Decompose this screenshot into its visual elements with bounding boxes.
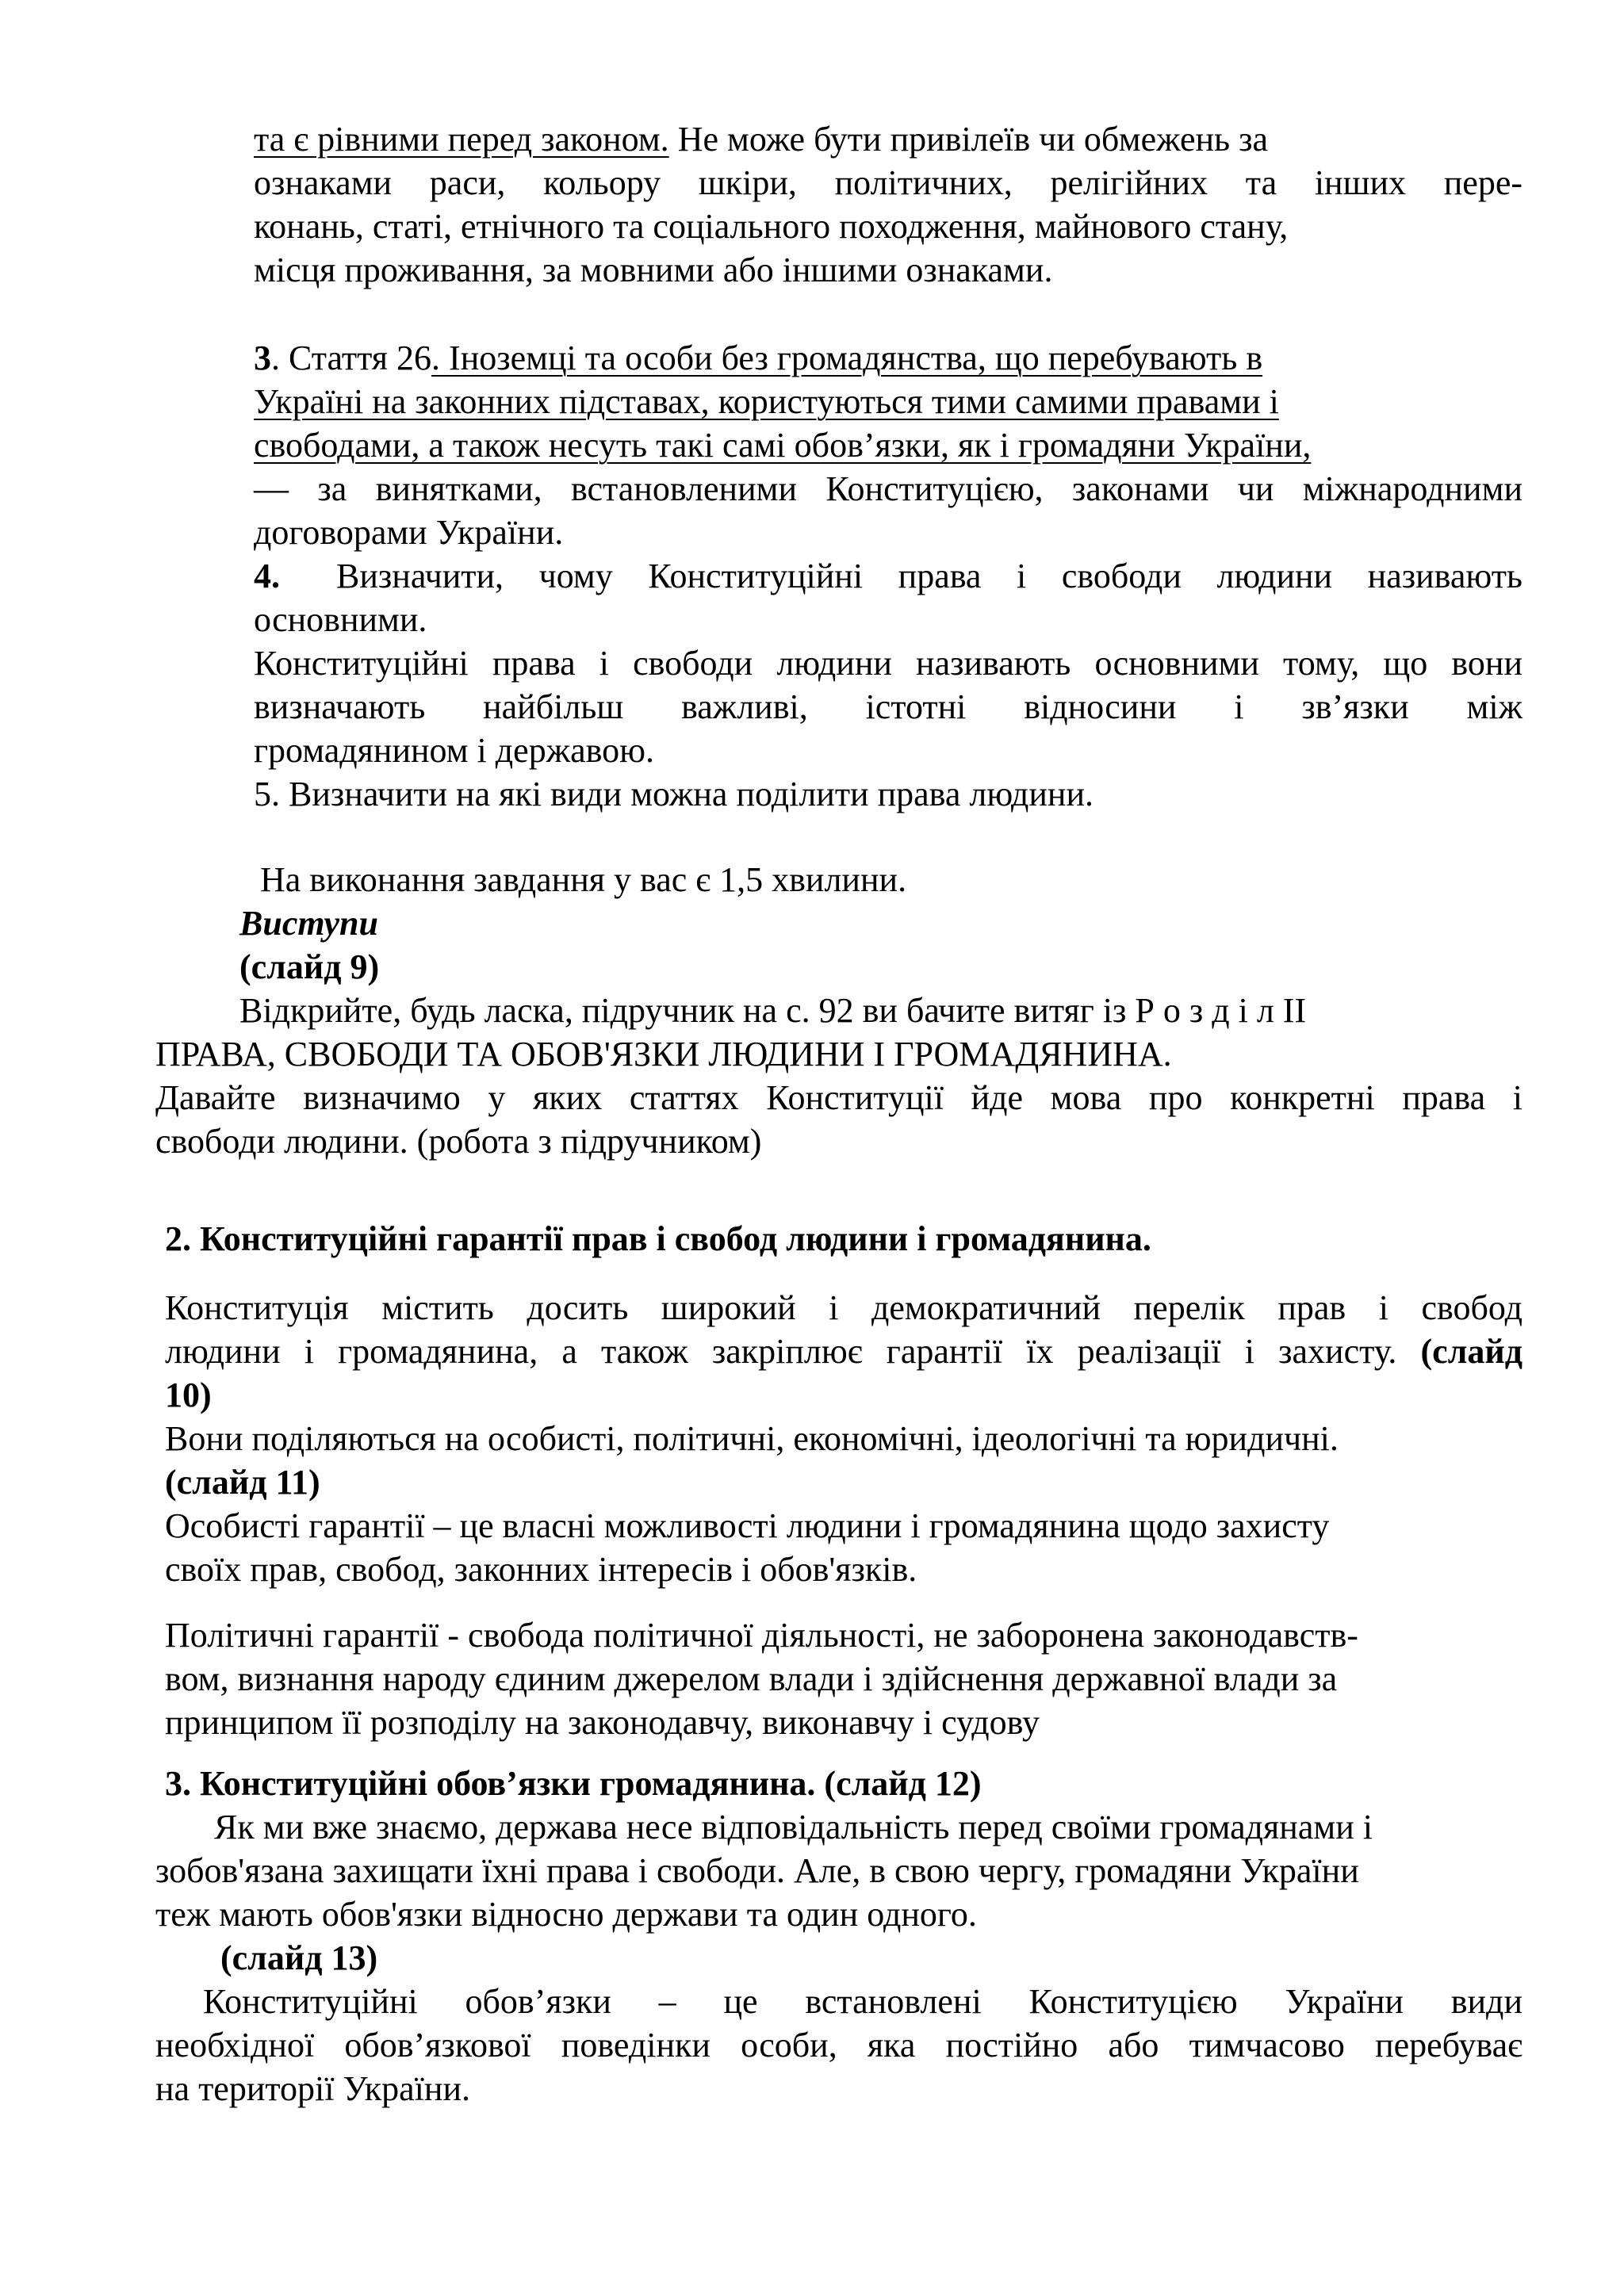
- paragraph-line: своїх прав, свобод, законних інтересів і обов'язків.: [165, 1550, 917, 1589]
- vystupy-heading: Виступи: [239, 904, 378, 943]
- paragraph-line: 5. Визначити на які види можна поділити права людини.: [254, 775, 1094, 813]
- textbook-paragraph: [155, 989, 1522, 1163]
- paragraph-line: на території України.: [155, 2069, 470, 2108]
- paragraph-line: ознаками раси, кольору шкіри, політичних, релігійних та інших пере-: [254, 163, 1522, 202]
- slide-13-label: (слайд 13): [220, 1938, 378, 1977]
- paragraph-line: — за винятками, встановленими Конституцією, законами чи міжнародними: [254, 469, 1522, 508]
- paragraph-line: теж мають обов'язки відносно держави та один одного.: [155, 1895, 977, 1934]
- paragraph-line: основними.: [254, 600, 427, 639]
- section-2-paragraph-2: [165, 1417, 1522, 1504]
- paragraph-line: Особисті гарантії – це власні можливості людини і громадянина щодо захисту: [165, 1506, 1330, 1545]
- section-3-paragraph-1: [155, 1805, 1522, 1936]
- slide-9-label: (слайд 9): [239, 947, 380, 986]
- paragraph-line: Конституційні обов’язки – це встановлені Конституцією України види: [203, 1982, 1522, 2021]
- paragraph-line: (слайд 11): [165, 1463, 320, 1502]
- paragraph-line: принципом її розподілу на законодавчу, виконавчу і судову: [165, 1703, 1040, 1742]
- paragraph-line: вом, визнання народу єдиним джерелом влади і здійснення державної влади за: [165, 1659, 1338, 1698]
- paragraph-line: визначають найбільш важливі, істотні відносини і зв’язки між: [254, 687, 1522, 726]
- item-5: [254, 772, 1522, 816]
- paragraph-line: Вони поділяються на особисті, політичні, економічні, ідеологічні та юридичні.: [165, 1419, 1339, 1458]
- section-3-heading: 3. Конституційні обов’язки громадянина. (слайд 12): [165, 1764, 982, 1803]
- paragraph-line: конань, статі, етнічного та соціального походження, майнового стану,: [254, 207, 1289, 246]
- paragraph-line: договорами України.: [254, 513, 564, 552]
- paragraph-line: 3. Стаття 26. Іноземці та особи без громадянства, що перебувають в: [254, 339, 1263, 377]
- section-2-paragraph-3: [165, 1504, 1522, 1591]
- underlined-text: Україні на законних підставах, користуються тими самими правами і: [254, 382, 1279, 421]
- item-3-article-26: [254, 336, 1522, 554]
- section-2-paragraph-4: [165, 1613, 1522, 1744]
- paragraph-line: місця проживання, за мовними або іншими ознаками.: [254, 251, 1053, 289]
- underlined-text: та є рівними перед законом.: [254, 120, 669, 159]
- time-note: На виконання завдання у вас є 1,5 хвилини.: [260, 860, 907, 899]
- section-2-paragraph-1: [165, 1286, 1522, 1417]
- underlined-text: . Іноземці та особи без громадянства, що перебувають в: [431, 339, 1263, 377]
- paragraph-line: Давайте визначимо у яких статтях Конституції йде мова про конкретні права і: [155, 1078, 1522, 1117]
- paragraph-line: зобов'язана захищати їхні права і свободи. Але, в свою чергу, громадяни України: [155, 1851, 1359, 1890]
- underlined-text: свободами, а також несуть такі самі обов’язки, як і громадяни України,: [254, 426, 1312, 465]
- paragraph-line: свободи людини. (робота з підручником): [155, 1122, 762, 1161]
- paragraph-line: Конституція містить досить широкий і демократичний перелік прав і свобод: [165, 1288, 1522, 1327]
- item-4: [254, 554, 1522, 772]
- item-number: 4.: [254, 557, 280, 595]
- paragraph-line: ПРАВА, СВОБОДИ ТА ОБОВ'ЯЗКИ ЛЮДИНИ І ГРОМАДЯНИНА.: [155, 1035, 1172, 1073]
- paragraph-equality: [254, 117, 1522, 292]
- paragraph-line: Політичні гарантії - свобода політичної діяльності, не заборонена законодавств-: [165, 1616, 1358, 1655]
- paragraph-line: 10): [165, 1376, 212, 1414]
- paragraph-line: необхідної обов’язкової поведінки особи, яка постійно або тимчасово перебуває: [155, 2026, 1522, 2064]
- paragraph-line: Як ми вже знаємо, держава несе відповідальність перед своїми громадянами і: [214, 1808, 1373, 1846]
- section-3-paragraph-2: [155, 1980, 1522, 2110]
- paragraph-line: людини і громадянина, а також закріплює гарантії їх реалізації і захисту. (слайд: [165, 1332, 1523, 1371]
- paragraph-line: громадянином і державою.: [254, 731, 654, 770]
- paragraph-line: 4. Визначити, чому Конституційні права і свободи людини називають: [254, 554, 1522, 598]
- paragraph-line: Конституційні права і свободи людини називають основними тому, що вони: [254, 644, 1522, 683]
- paragraph-line: Відкрийте, будь ласка, підручник на с. 92 ви бачите витяг із Р о з д і л II: [239, 991, 1307, 1030]
- section-2-heading: 2. Конституційні гарантії прав і свобод людини і громадянина.: [165, 1219, 1151, 1258]
- item-number: 3: [254, 339, 271, 377]
- paragraph-line: та є рівними перед законом. Не може бути привілеїв чи обмежень за: [254, 120, 1269, 159]
